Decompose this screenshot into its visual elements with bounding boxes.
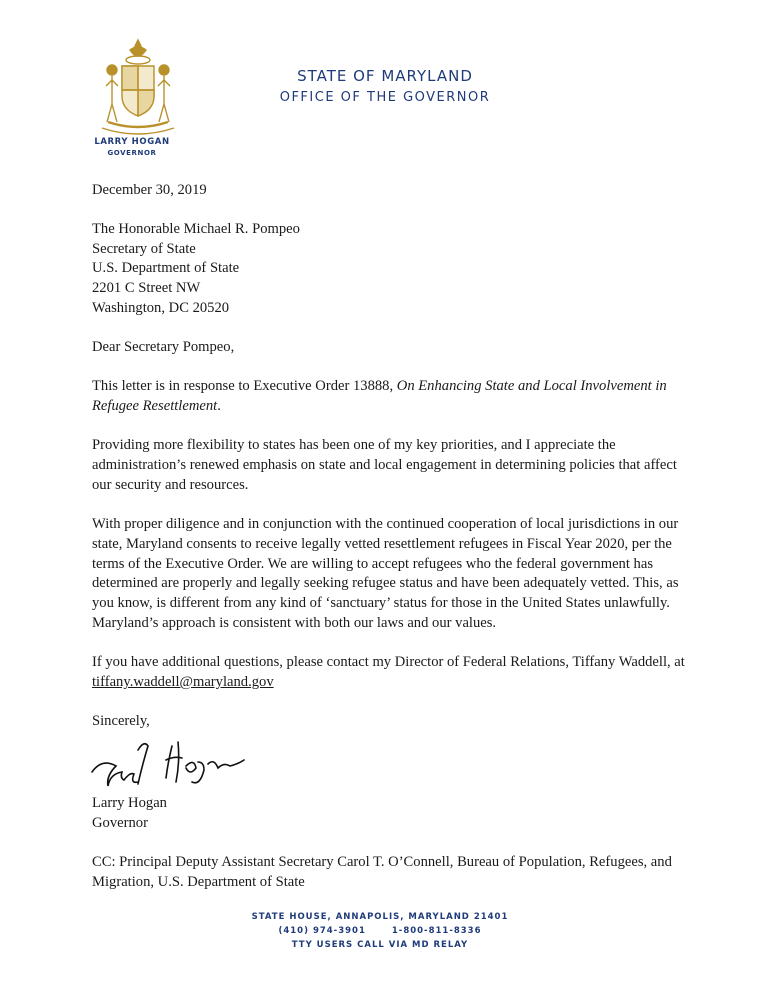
recipient-line: Washington, DC 20520: [92, 299, 230, 316]
paragraph-4-text: If you have additional questions, please contact my Director of Federal Relations, Tiffany Waddell, at: [92, 654, 685, 671]
cc-line: CC: Principal Deputy Assistant Secretary Carol T. O’Connell, Bureau of Population, Refugees, and Migration, U.S. Department of State: [92, 854, 672, 891]
letterhead-title: [250, 66, 520, 108]
letter-date: December 30, 2019: [92, 182, 207, 198]
governor-block: [92, 137, 172, 157]
recipient-line: The Honorable Michael R. Pompeo: [92, 221, 300, 238]
paragraph-1-text: This letter is in response to Executive Order 13888,: [92, 378, 397, 395]
letter-body: [92, 181, 692, 893]
footer-phone-line: [200, 924, 560, 938]
signature-icon: [86, 732, 286, 794]
governor-title: GOVERNOR: [107, 149, 157, 157]
letter-footer: [200, 910, 560, 952]
governor-name: LARRY HOGAN: [94, 137, 170, 147]
state-name: STATE OF MARYLAND: [297, 67, 473, 85]
recipient-line: Secretary of State: [92, 240, 196, 257]
paragraph-2: Providing more flexibility to states has been one of my key priorities, and I appreciate the administration’s renewed emphasis on state and local engagement in determining policies that affect our security and resources.: [92, 437, 677, 493]
salutation: Dear Secretary Pompeo,: [92, 338, 235, 355]
office-name: OFFICE OF THE GOVERNOR: [279, 90, 491, 105]
closing: Sincerely,: [92, 713, 150, 730]
tollfree-number: 1-800-811-8336: [391, 926, 482, 936]
signer-title: Governor: [92, 815, 148, 832]
recipient-line: U.S. Department of State: [92, 260, 240, 277]
paragraph-1: [92, 377, 692, 417]
executive-order-title: On Enhancing State and Local Involvement in Refugee Resettlement: [92, 378, 667, 414]
phone-number: (410) 974-3901: [278, 926, 366, 936]
paragraph-3: With proper diligence and in conjunction with the continued cooperation of local jurisdictions in our state, Maryland consents to receive legally vetted resettlement refugees in Fiscal Year 2020, per the terms of the Executive Order. We are willing to accept refugees who the federal government has determined are properly and legally seeking refugee status and have been adequately vetted. This, as you know, is different from any kind of ‘sanctuary’ status for those in the United States unlawfully. Maryland’s approach is consistent with both our laws and our values.: [92, 516, 679, 632]
paragraph-1-end: .: [217, 397, 221, 414]
footer-tty: TTY USERS CALL VIA MD RELAY: [291, 940, 469, 950]
recipient-address: [92, 220, 692, 318]
footer-address: STATE HOUSE, ANNAPOLIS, MARYLAND 21401: [251, 912, 509, 922]
signer-name: Larry Hogan: [92, 795, 167, 812]
email-link[interactable]: tiffany.waddell@maryland.gov: [92, 674, 274, 691]
recipient-line: 2201 C Street NW: [92, 280, 201, 297]
paragraph-4: [92, 653, 692, 693]
maryland-seal-icon: [92, 36, 184, 140]
signature: [92, 732, 692, 794]
